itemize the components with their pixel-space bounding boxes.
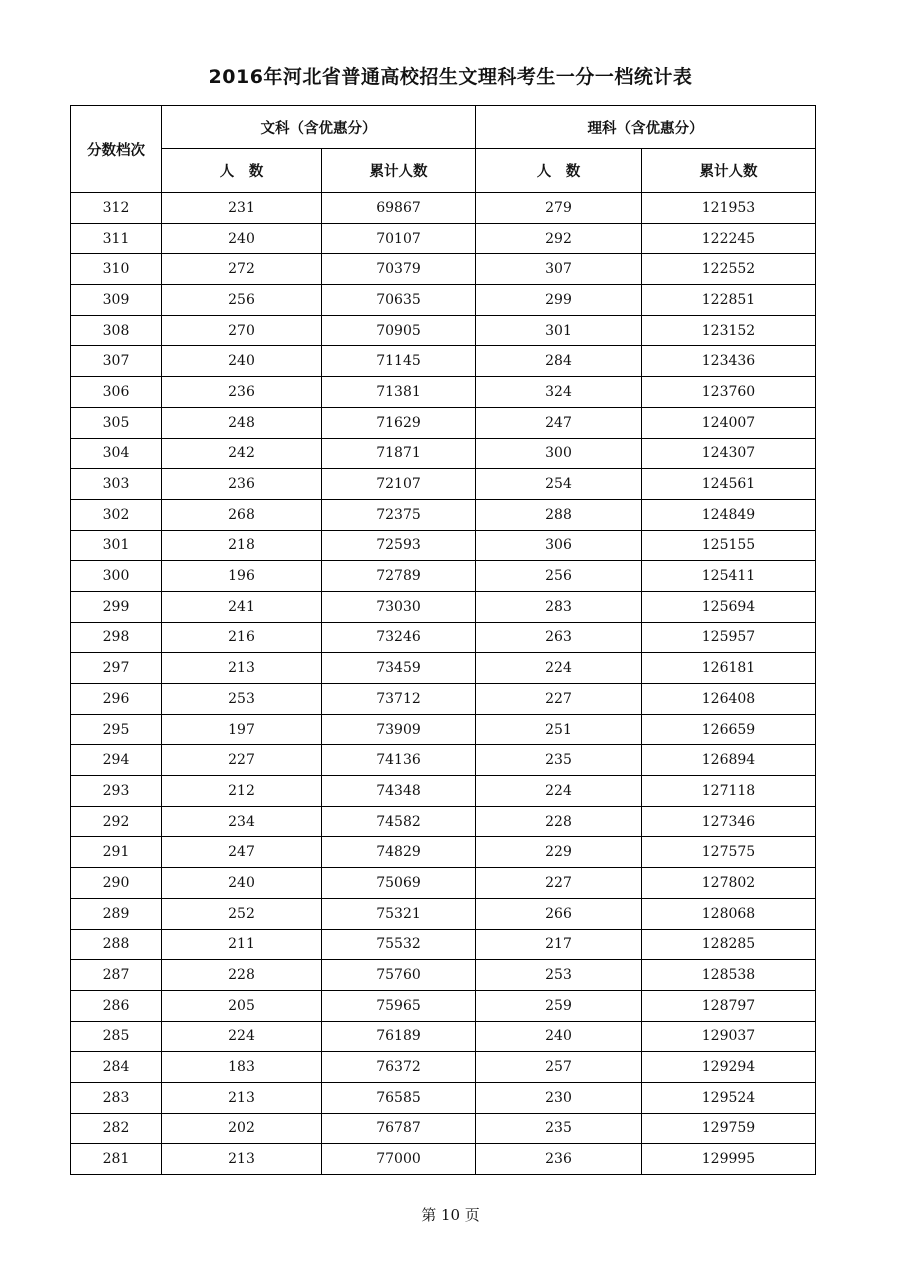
- table-row: [71, 806, 816, 837]
- like-cumulative-cell: 127346: [642, 806, 816, 837]
- like-cumulative-cell: 126408: [642, 684, 816, 715]
- table-row: [71, 837, 816, 868]
- wenke-group-header: 文科（含优惠分）: [162, 106, 476, 149]
- wenke-cumulative-cell: 75532: [322, 929, 476, 960]
- like-count-cell: 230: [476, 1082, 642, 1113]
- like-cumulative-cell: 129037: [642, 1021, 816, 1052]
- wenke-cumulative-cell: 73712: [322, 684, 476, 715]
- wenke-count-cell: 228: [162, 960, 322, 991]
- table-row: [71, 1021, 816, 1052]
- table-row: [71, 499, 816, 530]
- score-cell: 290: [71, 868, 162, 899]
- wenke-cumulative-cell: 75965: [322, 990, 476, 1021]
- score-cell: 298: [71, 622, 162, 653]
- score-cell: 293: [71, 776, 162, 807]
- like-cumulative-cell: 129759: [642, 1113, 816, 1144]
- like-cumulative-cell: 123436: [642, 346, 816, 377]
- score-cell: 301: [71, 530, 162, 561]
- score-cell: 288: [71, 929, 162, 960]
- like-count-cell: 284: [476, 346, 642, 377]
- wenke-cumulative-cell: 74348: [322, 776, 476, 807]
- wenke-count-cell: 256: [162, 285, 322, 316]
- like-count-cell: 324: [476, 377, 642, 408]
- score-cell: 297: [71, 653, 162, 684]
- like-cumulative-cell: 129294: [642, 1052, 816, 1083]
- like-cumulative-cell: 128538: [642, 960, 816, 991]
- wenke-count-cell: 197: [162, 714, 322, 745]
- like-count-cell: 254: [476, 469, 642, 500]
- wenke-cumulative-cell: 74829: [322, 837, 476, 868]
- like-cumulative-cell: 127118: [642, 776, 816, 807]
- score-cell: 285: [71, 1021, 162, 1052]
- page-number: 第 10 页: [421, 1206, 480, 1224]
- wenke-count-cell: 234: [162, 806, 322, 837]
- like-cumulative-cell: 125957: [642, 622, 816, 653]
- like-count-cell: 224: [476, 776, 642, 807]
- wenke-count-cell: 213: [162, 1082, 322, 1113]
- score-cell: 289: [71, 898, 162, 929]
- table-row: [71, 1052, 816, 1083]
- score-cell: 299: [71, 591, 162, 622]
- like-count-cell: 256: [476, 561, 642, 592]
- like-count-cell: 279: [476, 193, 642, 224]
- wenke-count-cell: 272: [162, 254, 322, 285]
- table-row: [71, 254, 816, 285]
- score-cell: 296: [71, 684, 162, 715]
- like-count-cell: 301: [476, 315, 642, 346]
- like-count-cell: 299: [476, 285, 642, 316]
- like-cumulative-cell: 128068: [642, 898, 816, 929]
- score-cell: 282: [71, 1113, 162, 1144]
- table-row: [71, 714, 816, 745]
- like-count-cell: 247: [476, 407, 642, 438]
- score-column-header: 分数档次: [71, 106, 162, 193]
- wenke-count-cell: 211: [162, 929, 322, 960]
- score-cell: 284: [71, 1052, 162, 1083]
- wenke-cumulative-cell: 77000: [322, 1144, 476, 1175]
- table-row: [71, 407, 816, 438]
- wenke-cumulative-cell: 72593: [322, 530, 476, 561]
- like-count-cell: 259: [476, 990, 642, 1021]
- wenke-count-cell: 240: [162, 346, 322, 377]
- wenke-cumulative-cell: 72789: [322, 561, 476, 592]
- score-cell: 300: [71, 561, 162, 592]
- table-body: [71, 193, 816, 1175]
- wenke-cumulative-cell: 75760: [322, 960, 476, 991]
- table-row: [71, 285, 816, 316]
- wenke-cumulative-cell: 76787: [322, 1113, 476, 1144]
- like-count-cell: 300: [476, 438, 642, 469]
- score-cell: 311: [71, 223, 162, 254]
- like-cumulative-header: 累计人数: [642, 149, 816, 193]
- table-row: [71, 469, 816, 500]
- wenke-cumulative-cell: 73246: [322, 622, 476, 653]
- wenke-count-cell: 213: [162, 1144, 322, 1175]
- like-count-cell: 235: [476, 1113, 642, 1144]
- like-cumulative-cell: 121953: [642, 193, 816, 224]
- wenke-cumulative-cell: 74136: [322, 745, 476, 776]
- like-cumulative-cell: 127575: [642, 837, 816, 868]
- table-row: [71, 315, 816, 346]
- like-cumulative-cell: 122245: [642, 223, 816, 254]
- wenke-cumulative-cell: 73459: [322, 653, 476, 684]
- wenke-cumulative-cell: 73030: [322, 591, 476, 622]
- score-cell: 302: [71, 499, 162, 530]
- score-cell: 281: [71, 1144, 162, 1175]
- like-count-cell: 283: [476, 591, 642, 622]
- table-row: [71, 684, 816, 715]
- table-row: [71, 653, 816, 684]
- table-row: [71, 1082, 816, 1113]
- like-count-cell: 228: [476, 806, 642, 837]
- score-cell: 303: [71, 469, 162, 500]
- wenke-cumulative-cell: 71145: [322, 346, 476, 377]
- score-cell: 291: [71, 837, 162, 868]
- like-cumulative-cell: 129995: [642, 1144, 816, 1175]
- wenke-cumulative-header: 累计人数: [322, 149, 476, 193]
- wenke-count-cell: 236: [162, 377, 322, 408]
- wenke-count-cell: 196: [162, 561, 322, 592]
- like-cumulative-cell: 128797: [642, 990, 816, 1021]
- like-cumulative-cell: 123760: [642, 377, 816, 408]
- table-row: [71, 561, 816, 592]
- wenke-cumulative-cell: 71381: [322, 377, 476, 408]
- like-count-cell: 253: [476, 960, 642, 991]
- like-cumulative-cell: 123152: [642, 315, 816, 346]
- like-count-cell: 292: [476, 223, 642, 254]
- wenke-count-cell: 242: [162, 438, 322, 469]
- wenke-cumulative-cell: 70635: [322, 285, 476, 316]
- table-row: [71, 377, 816, 408]
- like-cumulative-cell: 126659: [642, 714, 816, 745]
- wenke-cumulative-cell: 71629: [322, 407, 476, 438]
- wenke-count-cell: 218: [162, 530, 322, 561]
- wenke-cumulative-cell: 76372: [322, 1052, 476, 1083]
- table-row: [71, 591, 816, 622]
- table-row: [71, 530, 816, 561]
- wenke-count-cell: 248: [162, 407, 322, 438]
- like-count-cell: 236: [476, 1144, 642, 1175]
- page-title: 2016年河北省普通高校招生文理科考生一分一档统计表: [208, 66, 693, 88]
- like-count-cell: 263: [476, 622, 642, 653]
- wenke-count-cell: 247: [162, 837, 322, 868]
- table-row: [71, 223, 816, 254]
- like-cumulative-cell: 127802: [642, 868, 816, 899]
- wenke-cumulative-cell: 70107: [322, 223, 476, 254]
- wenke-count-cell: 202: [162, 1113, 322, 1144]
- like-cumulative-cell: 125694: [642, 591, 816, 622]
- score-cell: 287: [71, 960, 162, 991]
- wenke-count-cell: 213: [162, 653, 322, 684]
- wenke-count-cell: 253: [162, 684, 322, 715]
- table-row: [71, 868, 816, 899]
- like-cumulative-cell: 129524: [642, 1082, 816, 1113]
- table-row: [71, 776, 816, 807]
- wenke-count-cell: 240: [162, 223, 322, 254]
- like-count-cell: 306: [476, 530, 642, 561]
- score-cell: 304: [71, 438, 162, 469]
- like-group-header: 理科（含优惠分）: [476, 106, 816, 149]
- score-cell: 309: [71, 285, 162, 316]
- score-cell: 295: [71, 714, 162, 745]
- like-count-cell: 251: [476, 714, 642, 745]
- table-row: [71, 898, 816, 929]
- table-row: [71, 960, 816, 991]
- wenke-count-cell: 270: [162, 315, 322, 346]
- like-count-cell: 227: [476, 684, 642, 715]
- like-cumulative-cell: 124561: [642, 469, 816, 500]
- like-cumulative-cell: 122851: [642, 285, 816, 316]
- wenke-count-cell: 252: [162, 898, 322, 929]
- table-row: [71, 745, 816, 776]
- like-cumulative-cell: 125155: [642, 530, 816, 561]
- score-cell: 308: [71, 315, 162, 346]
- wenke-count-cell: 227: [162, 745, 322, 776]
- score-cell: 283: [71, 1082, 162, 1113]
- wenke-cumulative-cell: 76189: [322, 1021, 476, 1052]
- wenke-cumulative-cell: 76585: [322, 1082, 476, 1113]
- wenke-count-cell: 183: [162, 1052, 322, 1083]
- wenke-count-cell: 205: [162, 990, 322, 1021]
- like-count-cell: 307: [476, 254, 642, 285]
- wenke-cumulative-cell: 75321: [322, 898, 476, 929]
- table-row: [71, 193, 816, 224]
- like-cumulative-cell: 124307: [642, 438, 816, 469]
- wenke-count-cell: 236: [162, 469, 322, 500]
- wenke-count-cell: 240: [162, 868, 322, 899]
- wenke-cumulative-cell: 69867: [322, 193, 476, 224]
- like-cumulative-cell: 126181: [642, 653, 816, 684]
- table-row: [71, 990, 816, 1021]
- wenke-count-header: 人 数: [162, 149, 322, 193]
- wenke-cumulative-cell: 73909: [322, 714, 476, 745]
- score-cell: 286: [71, 990, 162, 1021]
- score-distribution-table: [70, 105, 816, 1175]
- wenke-count-cell: 268: [162, 499, 322, 530]
- like-count-cell: 288: [476, 499, 642, 530]
- table-row: [71, 346, 816, 377]
- like-cumulative-cell: 128285: [642, 929, 816, 960]
- like-count-cell: 240: [476, 1021, 642, 1052]
- wenke-cumulative-cell: 70379: [322, 254, 476, 285]
- score-cell: 305: [71, 407, 162, 438]
- wenke-cumulative-cell: 70905: [322, 315, 476, 346]
- table-row: [71, 622, 816, 653]
- like-cumulative-cell: 122552: [642, 254, 816, 285]
- score-cell: 310: [71, 254, 162, 285]
- score-cell: 292: [71, 806, 162, 837]
- like-cumulative-cell: 124007: [642, 407, 816, 438]
- like-cumulative-cell: 125411: [642, 561, 816, 592]
- table-row: [71, 929, 816, 960]
- wenke-cumulative-cell: 71871: [322, 438, 476, 469]
- wenke-count-cell: 231: [162, 193, 322, 224]
- like-count-cell: 227: [476, 868, 642, 899]
- like-cumulative-cell: 124849: [642, 499, 816, 530]
- score-cell: 294: [71, 745, 162, 776]
- table-row: [71, 1113, 816, 1144]
- like-count-cell: 229: [476, 837, 642, 868]
- like-count-cell: 217: [476, 929, 642, 960]
- like-count-header: 人 数: [476, 149, 642, 193]
- like-count-cell: 257: [476, 1052, 642, 1083]
- wenke-cumulative-cell: 72375: [322, 499, 476, 530]
- wenke-cumulative-cell: 74582: [322, 806, 476, 837]
- wenke-count-cell: 212: [162, 776, 322, 807]
- wenke-count-cell: 241: [162, 591, 322, 622]
- table-row: [71, 1144, 816, 1175]
- like-cumulative-cell: 126894: [642, 745, 816, 776]
- like-count-cell: 224: [476, 653, 642, 684]
- wenke-count-cell: 224: [162, 1021, 322, 1052]
- score-cell: 312: [71, 193, 162, 224]
- score-cell: 307: [71, 346, 162, 377]
- wenke-cumulative-cell: 75069: [322, 868, 476, 899]
- wenke-count-cell: 216: [162, 622, 322, 653]
- score-cell: 306: [71, 377, 162, 408]
- like-count-cell: 235: [476, 745, 642, 776]
- like-count-cell: 266: [476, 898, 642, 929]
- wenke-cumulative-cell: 72107: [322, 469, 476, 500]
- table-row: [71, 438, 816, 469]
